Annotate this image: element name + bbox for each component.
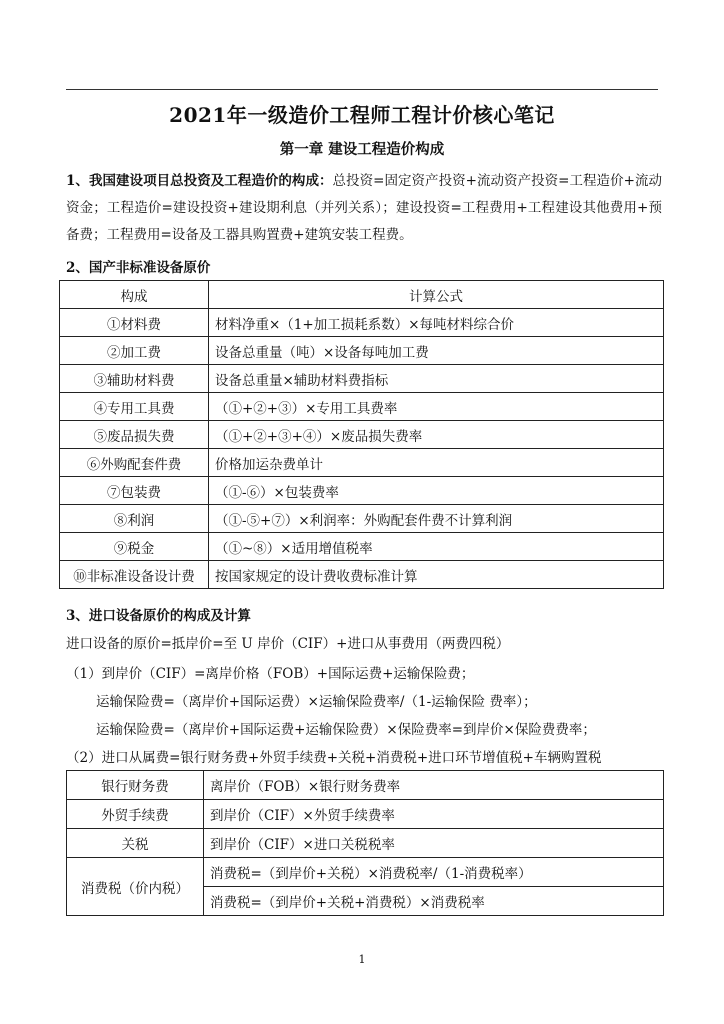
row-formula: （①-⑥）×包装费率 (209, 477, 664, 505)
table-row (60, 505, 664, 533)
table-row (67, 771, 664, 800)
table-row (67, 829, 664, 858)
row-formula: （①~⑧）×适用增值税率 (209, 533, 664, 561)
row-name: ⑩非标准设备设计费 (60, 561, 209, 589)
table-row (60, 365, 664, 393)
fee-name: 关税 (67, 829, 204, 858)
row-formula: （①+②+③+④）×废品损失费率 (209, 421, 664, 449)
row-name: ⑧利润 (60, 505, 209, 533)
header-rule (66, 89, 658, 90)
insurance-line-1: 运输保险费=（离岸价+国际运费）×运输保险费率/（1-运输保险 费率）； (96, 694, 537, 710)
fee-formula: 到岸价（CIF）×进口关税税率 (204, 829, 664, 858)
table-row (60, 421, 664, 449)
chapter-title: 第一章 建设工程造价构成 (279, 141, 445, 158)
row-name: ④专用工具费 (60, 393, 209, 421)
section-1-paragraph (66, 168, 662, 249)
row-formula: （①+②+③）×专用工具费率 (209, 393, 664, 421)
row-name: ③辅助材料费 (60, 365, 209, 393)
row-formula: 价格加运杂费单计 (209, 449, 664, 477)
fee-formula: 离岸价（FOB）×银行财务费率 (204, 771, 664, 800)
row-formula: 材料净重×（1+加工损耗系数）×每吨材料综合价 (209, 309, 664, 337)
section-3-heading: 3、进口设备原价的构成及计算 (66, 608, 251, 624)
row-name: ⑨税金 (60, 533, 209, 561)
fee-name: 银行财务费 (67, 771, 204, 800)
fee-name: 消费税（价内税） (67, 858, 204, 916)
table-row (60, 561, 664, 589)
row-formula: （①-⑤+⑦）×利润率：外购配套件费不计算利润 (209, 505, 664, 533)
row-name: ⑦包装费 (60, 477, 209, 505)
row-name: ①材料费 (60, 309, 209, 337)
table-row (60, 477, 664, 505)
import-price-line: 进口设备的原价=抵岸价=至 U 岸价（CIF）+进口从事费用（两费四税） (66, 636, 510, 652)
table-row (60, 393, 664, 421)
fee-formula: 到岸价（CIF）×外贸手续费率 (204, 800, 664, 829)
table-header-row (60, 281, 664, 309)
row-name: ⑥外购配套件费 (60, 449, 209, 477)
row-formula: 设备总重量×辅助材料费指标 (209, 365, 664, 393)
section-2-heading: 2、国产非标准设备原价 (66, 260, 211, 276)
import-fees-table (66, 770, 664, 916)
row-name: ⑤废品损失费 (60, 421, 209, 449)
table-row (60, 337, 664, 365)
table-row (67, 800, 664, 829)
row-name: ②加工费 (60, 337, 209, 365)
insurance-line-2: 运输保险费=（离岸价+国际运费+运输保险费）×保险费率=到岸价×保险费费率； (96, 722, 596, 738)
header-cell-composition: 构成 (60, 281, 209, 309)
header-cell-formula: 计算公式 (209, 281, 664, 309)
table-row (60, 533, 664, 561)
section-1-label: 1、我国建设项目总投资及工程造价的构成： (66, 173, 333, 189)
table-row (60, 449, 664, 477)
fee-formula: 消费税=（到岸价+关税）×消费税率/（1-消费税率） (204, 858, 664, 887)
fee-formula: 消费税=（到岸价+关税+消费税）×消费税率 (204, 887, 664, 916)
fee-name: 外贸手续费 (67, 800, 204, 829)
cif-line: （1）到岸价（CIF）=离岸价格（FOB）+国际运费+运输保险费； (66, 666, 475, 682)
section-1-text: 总投资=固定资产投资+流动资产投资=工程造价+流动资金；工程造价=建设投资+建设期利息（并列关系）；建设投资=工程费用+工程建设其他费用+预备费；工程费用=设备及工器具购置费+建筑安装工程费。 (66, 173, 662, 243)
document-title: 2021年一级造价工程师工程计价核心笔记 (169, 103, 555, 127)
nonstandard-equipment-table (59, 280, 664, 589)
table-row (60, 309, 664, 337)
ancillary-fees-line: （2）进口从属费=银行财务费+外贸手续费+关税+消费税+进口环节增值税+车辆购置税 (66, 750, 602, 766)
row-formula: 设备总重量（吨）×设备每吨加工费 (209, 337, 664, 365)
page-number: 1 (358, 953, 366, 966)
table-row (67, 858, 664, 887)
row-formula: 按国家规定的设计费收费标准计算 (209, 561, 664, 589)
